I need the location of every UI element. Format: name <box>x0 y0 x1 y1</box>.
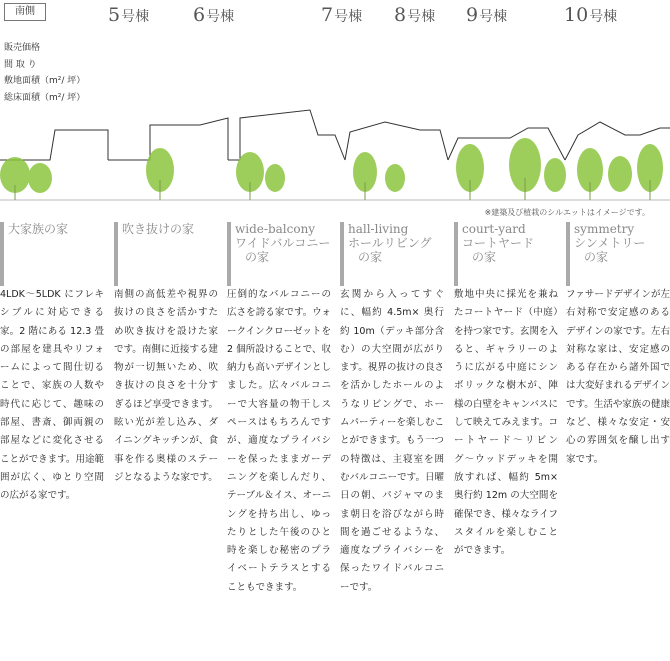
silhouette-note: ※建築及び植栽のシルエットはイメージです。 <box>484 208 650 217</box>
tree-icon <box>265 164 285 192</box>
building-9-label: 9号棟 <box>466 4 508 26</box>
column-heading: 吹き抜けの家 <box>114 222 218 286</box>
column-heading: court-yard コートヤード の家 <box>454 222 558 286</box>
column-body: 4LDK〜5LDK にフレキシブルに対応できる家。2 階にある 12.3 畳の部屋を建具やリフォームによって間仕切ることで、家族の人数や時代に応じて、趣味の部屋、書斎、御両親の部屋などに変化させることができます。用途範囲が広く、ゆとり空間の広がる家です。 <box>0 289 104 502</box>
tree-icon <box>608 156 632 192</box>
column-atrium <box>114 222 218 487</box>
column-body: 敷地中央に採光を兼ねたコートヤード（中庭）を持つ家です。玄関を入ると、ギャラリーのように広がる中庭にシンボリックな樹木が、陣様の白壁をキャンバスにして映えてみえます。コートヤード〜リビング〜ウッドデッキを開放すれば、幅約 5m× 奥行約 12m の大空間を確保でき、様々なライフスタイルを楽しむことができます。 <box>454 289 558 557</box>
column-hall-living <box>340 222 444 597</box>
column-heading: hall-living ホールリビング の家 <box>340 222 444 286</box>
building-7-label: 7号棟 <box>321 4 363 26</box>
row-labels <box>4 40 85 106</box>
row-label-site-area: 敷地面積（m²/ 坪） <box>4 76 86 86</box>
tree-icon <box>544 158 566 192</box>
south-side-label: 南側 <box>4 3 46 21</box>
column-heading: 大家族の家 <box>0 222 104 286</box>
column-body: 圧倒的なバルコニーの広さを誇る家です。ウォークインクローゼットを 2 個所設けることで、収納力も高いデザインとしました。広々バルコニーで大容量の物干しスペースはもちろんですが、適度なプライバシーを保ったままガーデニングを楽しんだり、テーブル＆イス、オーニングを持ち出し、ゆったりとした午後のひと時を楽しむ秘密のプライベートテラスとすることもできます。 <box>227 289 331 593</box>
column-body: 南側の高低差や視界の抜けの良さを活かすため吹き抜けを設けた家です。南側に近接する建物が一切無いため、吹き抜けの良さを十分すぎるほど享受できます。眩い光が差し込み、ダイニングキッチンが、食事を作る奥様のステージとなるような家です。 <box>114 289 218 483</box>
building-8-label: 8号棟 <box>394 4 436 26</box>
row-label-price: 販売価格 <box>4 43 41 53</box>
tree-icon <box>28 163 52 193</box>
column-wide-balcony <box>227 222 331 597</box>
tree-icon <box>385 164 405 192</box>
column-heading: symmetry シンメトリー の家 <box>566 222 670 286</box>
building-silhouette-elevation <box>0 100 670 210</box>
column-body: ファサードデザインが左右対称で安定感のあるデザインの家です。左右対称な家は、安定感のある存在から諸外国では大変好まれるデザインです。生活や家族の健康など、様々な安定・安心の雰囲気を醸し出す家です。 <box>566 289 670 465</box>
column-heading: wide-balcony ワイドバルコニー の家 <box>227 222 331 286</box>
column-large-family <box>0 222 104 506</box>
column-body: 玄関から入ってすぐに、幅約 4.5m× 奥行約 10m（デッキ部分含む）の大空間が広がります。視界の抜けの良さを活かしたホールのようなリビングで、ホームパーティーを楽しむことができます。もう一つの特徴は、主寝室を囲むバルコニーです。日曜日の朝、パジャマのまま朝日を浴びながら時間を過ごせるような、適度なプライバシーを保ったワイドバルコニーです。 <box>340 289 444 593</box>
row-label-floor-area: 総床面積（m²/ 坪） <box>4 92 86 103</box>
building-10-label: 10号棟 <box>564 4 618 26</box>
column-symmetry <box>566 222 670 469</box>
column-court-yard <box>454 222 558 560</box>
building-6-label: 6号棟 <box>193 4 235 26</box>
building-5-label: 5号棟 <box>108 4 150 26</box>
row-label-layout: 間 取 り <box>4 59 37 70</box>
